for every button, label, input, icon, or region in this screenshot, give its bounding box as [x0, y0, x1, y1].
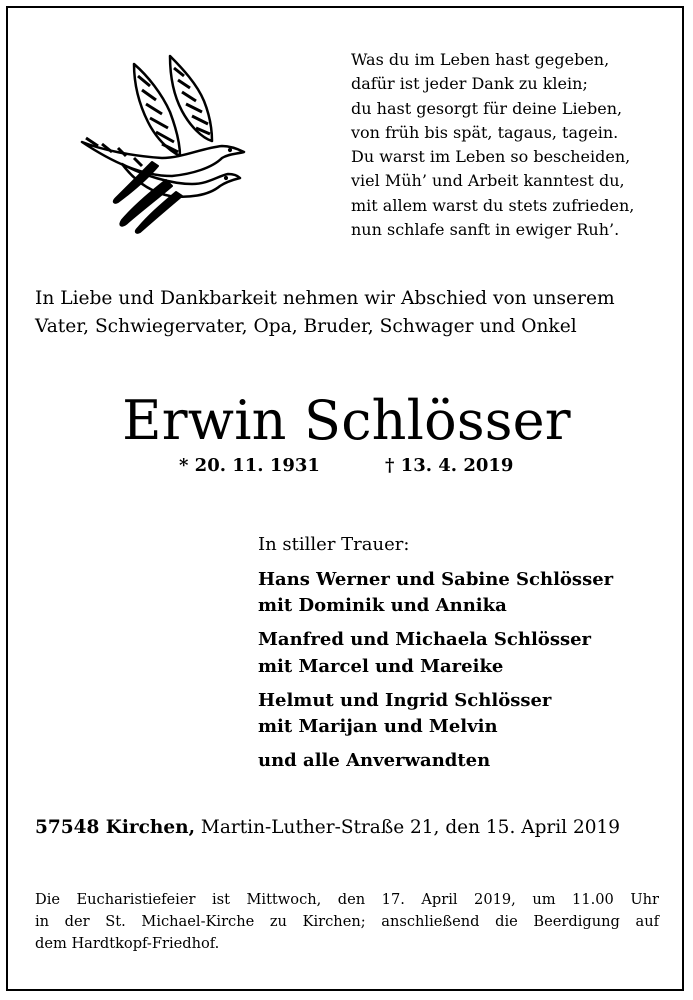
family-line: mit Marijan und Melvin: [258, 716, 498, 738]
death-date: † 13. 4. 2019: [385, 455, 514, 476]
notice-line: dem Hardtkopf-Friedhof.: [35, 935, 220, 953]
poem-line: Du warst im Leben so bescheiden,: [351, 147, 631, 167]
family-line: mit Marcel und Mareike: [258, 655, 504, 677]
other-relatives: und alle Anverwandten: [258, 750, 491, 772]
family-entry: [258, 627, 613, 679]
deceased-name: Erwin Schlösser: [122, 389, 571, 452]
family-line: mit Dominik und Annika: [258, 595, 507, 617]
funeral-notice: [35, 889, 659, 956]
poem-line: mit allem warst du stets zufrieden,: [351, 195, 635, 215]
mourners-block: [258, 533, 613, 774]
family-entry: [258, 688, 613, 740]
mourners-heading: In stiller Trauer:: [258, 534, 410, 555]
intro-line: Vater, Schwiegervater, Opa, Bruder, Schwager und Onkel: [35, 315, 577, 337]
notice-line: in der St. Michael-Kirche zu Kirchen; anschließend die Beerdigung auf: [35, 913, 659, 931]
family-line: Manfred und Michaela Schlösser: [258, 629, 592, 651]
poem-line: Was du im Leben hast gegeben,: [351, 50, 610, 69]
poem-line: dafür ist jeder Dank zu klein;: [351, 74, 588, 94]
address-date: Martin-Luther-Straße 21, den 15. April 2019: [195, 817, 621, 838]
poem-line: viel Müh’ und Arbeit kanntest du,: [351, 171, 625, 191]
poem-line: du hast gesorgt für deine Lieben,: [351, 98, 623, 118]
family-entry: [258, 567, 613, 619]
family-line: Hans Werner und Sabine Schlösser: [258, 569, 614, 590]
birth-date: * 20. 11. 1931: [179, 455, 320, 476]
poem: [351, 48, 634, 242]
notice-line: Die Eucharistiefeier ist Mittwoch, den 17. April 2019, um 11.00 Uhr: [35, 891, 659, 908]
family-line: Helmut und Ingrid Schlösser: [258, 689, 552, 711]
poem-line: nun schlafe sanft in ewiger Ruh’.: [351, 220, 620, 240]
intro-text: [35, 285, 615, 340]
place-date-line: [35, 817, 620, 838]
intro-line: In Liebe und Dankbarkeit nehmen wir Abschied von unserem: [35, 288, 615, 309]
poem-line: von früh bis spät, tagaus, tagein.: [351, 122, 619, 142]
city: 57548 Kirchen,: [35, 817, 196, 838]
doves-icon: [62, 46, 252, 236]
